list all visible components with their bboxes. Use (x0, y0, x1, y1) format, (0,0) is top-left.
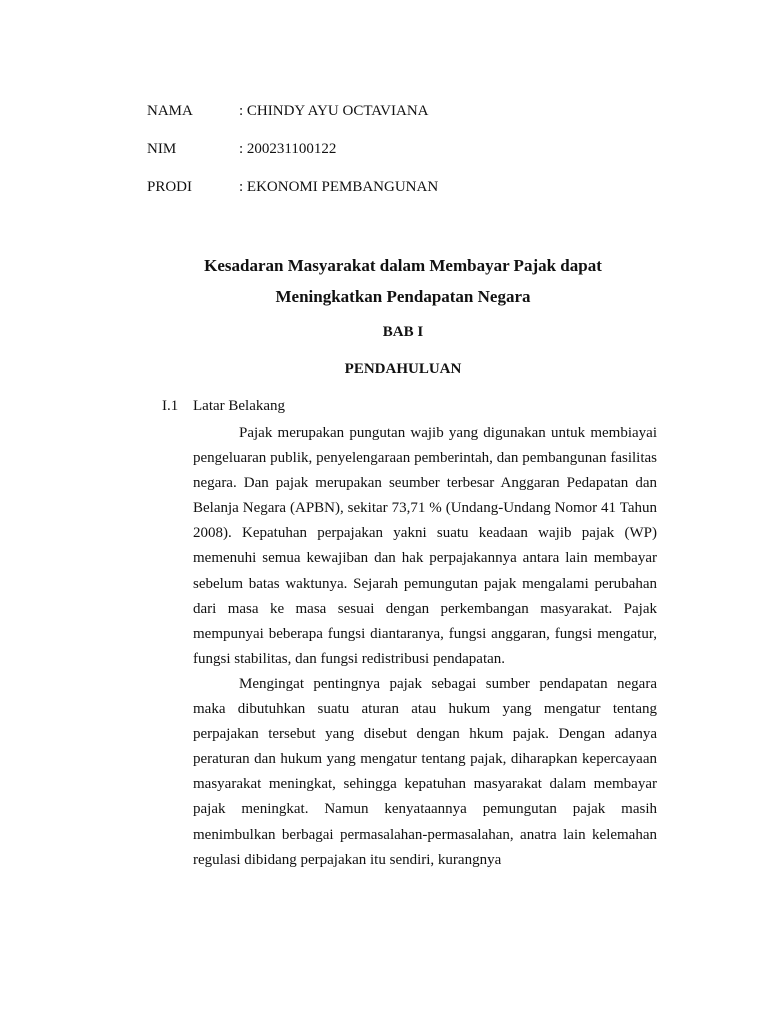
nim-label: NIM (147, 141, 177, 157)
paragraph: Pajak merupakan pungutan wajib yang digunakan untuk membiayai pengeluaran publik, penyelengaraan pemberintah, dan pembangunan fasilitas negara. Dan pajak merupakan seumber terbesar Anggaran Pedapatan dan Belanja Negara (APBN), sekitar 73,71 % (Undang-Undang Nomor 41 Tahun 2008). Kepatuhan perpajakan yakni suatu keadaan wajib pajak (WP) memenuhi semua kewajiban dan hak perpajakannya antara lain membayar sebelum batas waktunya. Sejarah pemungutan pajak mengalami perubahan dari masa ke masa sesuai dengan perkembangan masyarakat. Pajak mempunyai beberapa fungsi diantaranya, fungsi anggaran, fungsi mengatur, fungsi stabilitas, dan fungsi redistribusi pendapatan. (193, 425, 657, 667)
name-value: : CHINDY AYU OCTAVIANA (239, 103, 429, 119)
identity-row-nim (147, 139, 438, 177)
name-label: NAMA (147, 103, 193, 119)
nim-value: : 200231100122 (239, 141, 337, 157)
section-number: I.1 (162, 398, 179, 414)
chapter-title: PENDAHULUAN (344, 361, 462, 377)
paragraph: Mengingat pentingnya pajak sebagai sumber pendapatan negara maka dibutuhkan suatu aturan atau hukum yang mengatur tentang perpajakan tersebut yang disebut dengan hkum pajak. Dengan adanya peraturan dan hukum yang mengatur tentang pajak, diharapkan kepercayaan masyarakat meningkat, sehingga kepatuhan masyarakat dalam membayar pajak meningkat. Namun kenyataannya pemungutan pajak masih menimbulkan berbagai permasalahan-permasalahan, anatra lain kelemahan regulasi dibidang perpajakan itu sendiri, kurangnya (193, 675, 657, 868)
section-title: Latar Belakang (193, 398, 286, 414)
prodi-label: PRODI (147, 179, 193, 195)
title-line-2: Meningkatkan Pendapatan Negara (275, 287, 531, 306)
document-title (150, 250, 656, 312)
identity-row-name (147, 101, 438, 139)
student-identity (147, 101, 438, 215)
section-body (193, 421, 657, 873)
prodi-value: : EKONOMI PEMBANGUNAN (239, 179, 439, 195)
title-line-1: Kesadaran Masyarakat dalam Membayar Pajak dapat (204, 256, 602, 275)
chapter-number: BAB I (382, 324, 424, 340)
identity-row-prodi (147, 177, 438, 215)
section-heading (162, 396, 285, 416)
